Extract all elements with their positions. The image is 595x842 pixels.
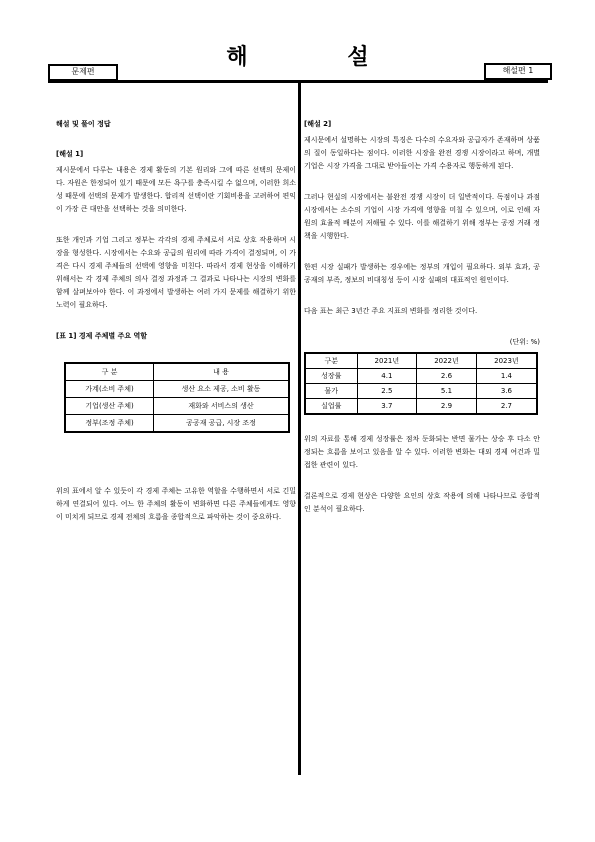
table-cell: 4.1 — [357, 369, 417, 384]
column-divider — [298, 82, 301, 775]
table-cell: 기업(생산 주체) — [65, 398, 154, 415]
right-subheading: [해설 2] — [304, 120, 332, 128]
table-cell: 2.6 — [417, 369, 477, 384]
table-cell: 가계(소비 주체) — [65, 381, 154, 398]
left-subheading: [해설 1] — [56, 150, 84, 158]
table-cell: 공공재 공급, 시장 조정 — [154, 415, 289, 433]
section-label-right: 해설편 1 — [484, 63, 552, 80]
table-cell: 3.7 — [357, 399, 417, 415]
table-cell: 물가 — [305, 384, 357, 399]
table-header-cell: 2023년 — [476, 353, 537, 369]
table-header-cell: 구분 — [305, 353, 357, 369]
left-table — [64, 362, 290, 433]
table-row — [305, 369, 537, 384]
table-cell: 성장률 — [305, 369, 357, 384]
table-cell: 2.5 — [357, 384, 417, 399]
left-paragraph-3: 위의 표에서 알 수 있듯이 각 경제 주체는 고유한 역할을 수행하면서 서로 긴밀하게 연결되어 있다. 어느 한 주체의 활동이 변화하면 다른 주체들에게도 영향이 미치게 되므로 경제 전체의 흐름을 종합적으로 파악하는 것이 중요하다. — [56, 487, 296, 521]
left-table-caption: [표 1] 경제 주체별 주요 역할 — [56, 332, 148, 340]
table-row — [305, 384, 537, 399]
section-label-left: 문제편 — [48, 64, 118, 81]
right-table-unit: (단위: %) — [509, 338, 540, 346]
table-cell: 5.1 — [417, 384, 477, 399]
table-row — [65, 381, 289, 398]
table-cell: 2.7 — [476, 399, 537, 415]
left-column — [56, 118, 296, 542]
table-row — [305, 399, 537, 415]
table-header-row — [65, 363, 289, 381]
right-column — [304, 118, 540, 534]
table-header-row — [305, 353, 537, 369]
left-paragraph-1: 제시문에서 다루는 내용은 경제 활동의 기본 원리와 그에 따른 선택의 문제이다. 자원은 한정되어 있기 때문에 모든 욕구를 충족시킬 수 없으며, 이러한 희소성 때문에 선택의 문제가 발생한다. 합리적 선택이란 기회비용을 고려하여 편익이 가장 큰 대안을 선택하는 것을 의미한다. — [56, 166, 296, 213]
table-cell: 2.9 — [417, 399, 477, 415]
table-header-cell: 구 분 — [65, 363, 154, 381]
table-header-cell: 내 용 — [154, 363, 289, 381]
right-table — [304, 352, 538, 415]
table-header-cell: 2021년 — [357, 353, 417, 369]
page-title: 해 설 — [226, 45, 415, 70]
table-cell: 실업률 — [305, 399, 357, 415]
table-header-cell: 2022년 — [417, 353, 477, 369]
left-paragraph-2: 또한 개인과 기업 그리고 정부는 각각의 경제 주체로서 서로 상호 작용하며 시장을 형성한다. 시장에서는 수요와 공급의 원리에 따라 가격이 결정되며, 이 가격은 다시 경제 주체들의 선택에 영향을 미친다. 따라서 경제 현상을 이해하기 위해서는 각 경제 주체의 의사 결정 과정과 그 결과로 나타나는 시장의 변화를 함께 살펴보아야 한다. 이 과정에서 발생하는 여러 가지 문제를 해결하기 위한 노력이 필요하다. — [56, 236, 296, 309]
left-heading: 해설 및 풀이 정답 — [56, 120, 111, 128]
right-paragraph-6: 결론적으로 경제 현상은 다양한 요인의 상호 작용에 의해 나타나므로 종합적인 분석이 필요하다. — [304, 492, 540, 513]
right-paragraph-4: 다음 표는 최근 3년간 주요 지표의 변화를 정리한 것이다. — [304, 307, 478, 315]
table-cell: 1.4 — [476, 369, 537, 384]
table-row — [65, 415, 289, 433]
right-paragraph-5: 위의 자료를 통해 경제 성장률은 점차 둔화되는 반면 물가는 상승 후 다소 안정되는 흐름을 보이고 있음을 알 수 있다. 이러한 변화는 대외 경제 여건과 밀접한 관련이 있다. — [304, 435, 540, 469]
table-cell: 정부(조정 주체) — [65, 415, 154, 433]
right-paragraph-1: 제시문에서 설명하는 시장의 특징은 다수의 수요자와 공급자가 존재하며 상품의 질이 동일하다는 점이다. 이러한 시장을 완전 경쟁 시장이라고 하며, 개별 기업은 시장 가격을 그대로 받아들이는 가격 수용자로 행동하게 된다. — [304, 136, 540, 170]
right-paragraph-2: 그러나 현실의 시장에서는 불완전 경쟁 시장이 더 일반적이다. 독점이나 과점 시장에서는 소수의 기업이 시장 가격에 영향을 미칠 수 있으며, 이로 인해 자원의 효율적 배분이 저해될 수 있다. 이를 해결하기 위해 정부는 공정 거래 정책을 시행한다. — [304, 193, 540, 240]
right-paragraph-3: 한편 시장 실패가 발생하는 경우에는 정부의 개입이 필요하다. 외부 효과, 공공재의 부족, 정보의 비대칭성 등이 시장 실패의 대표적인 원인이다. — [304, 263, 540, 284]
table-cell: 3.6 — [476, 384, 537, 399]
table-cell: 재화와 서비스의 생산 — [154, 398, 289, 415]
table-row — [65, 398, 289, 415]
table-cell: 생산 요소 제공, 소비 활동 — [154, 381, 289, 398]
